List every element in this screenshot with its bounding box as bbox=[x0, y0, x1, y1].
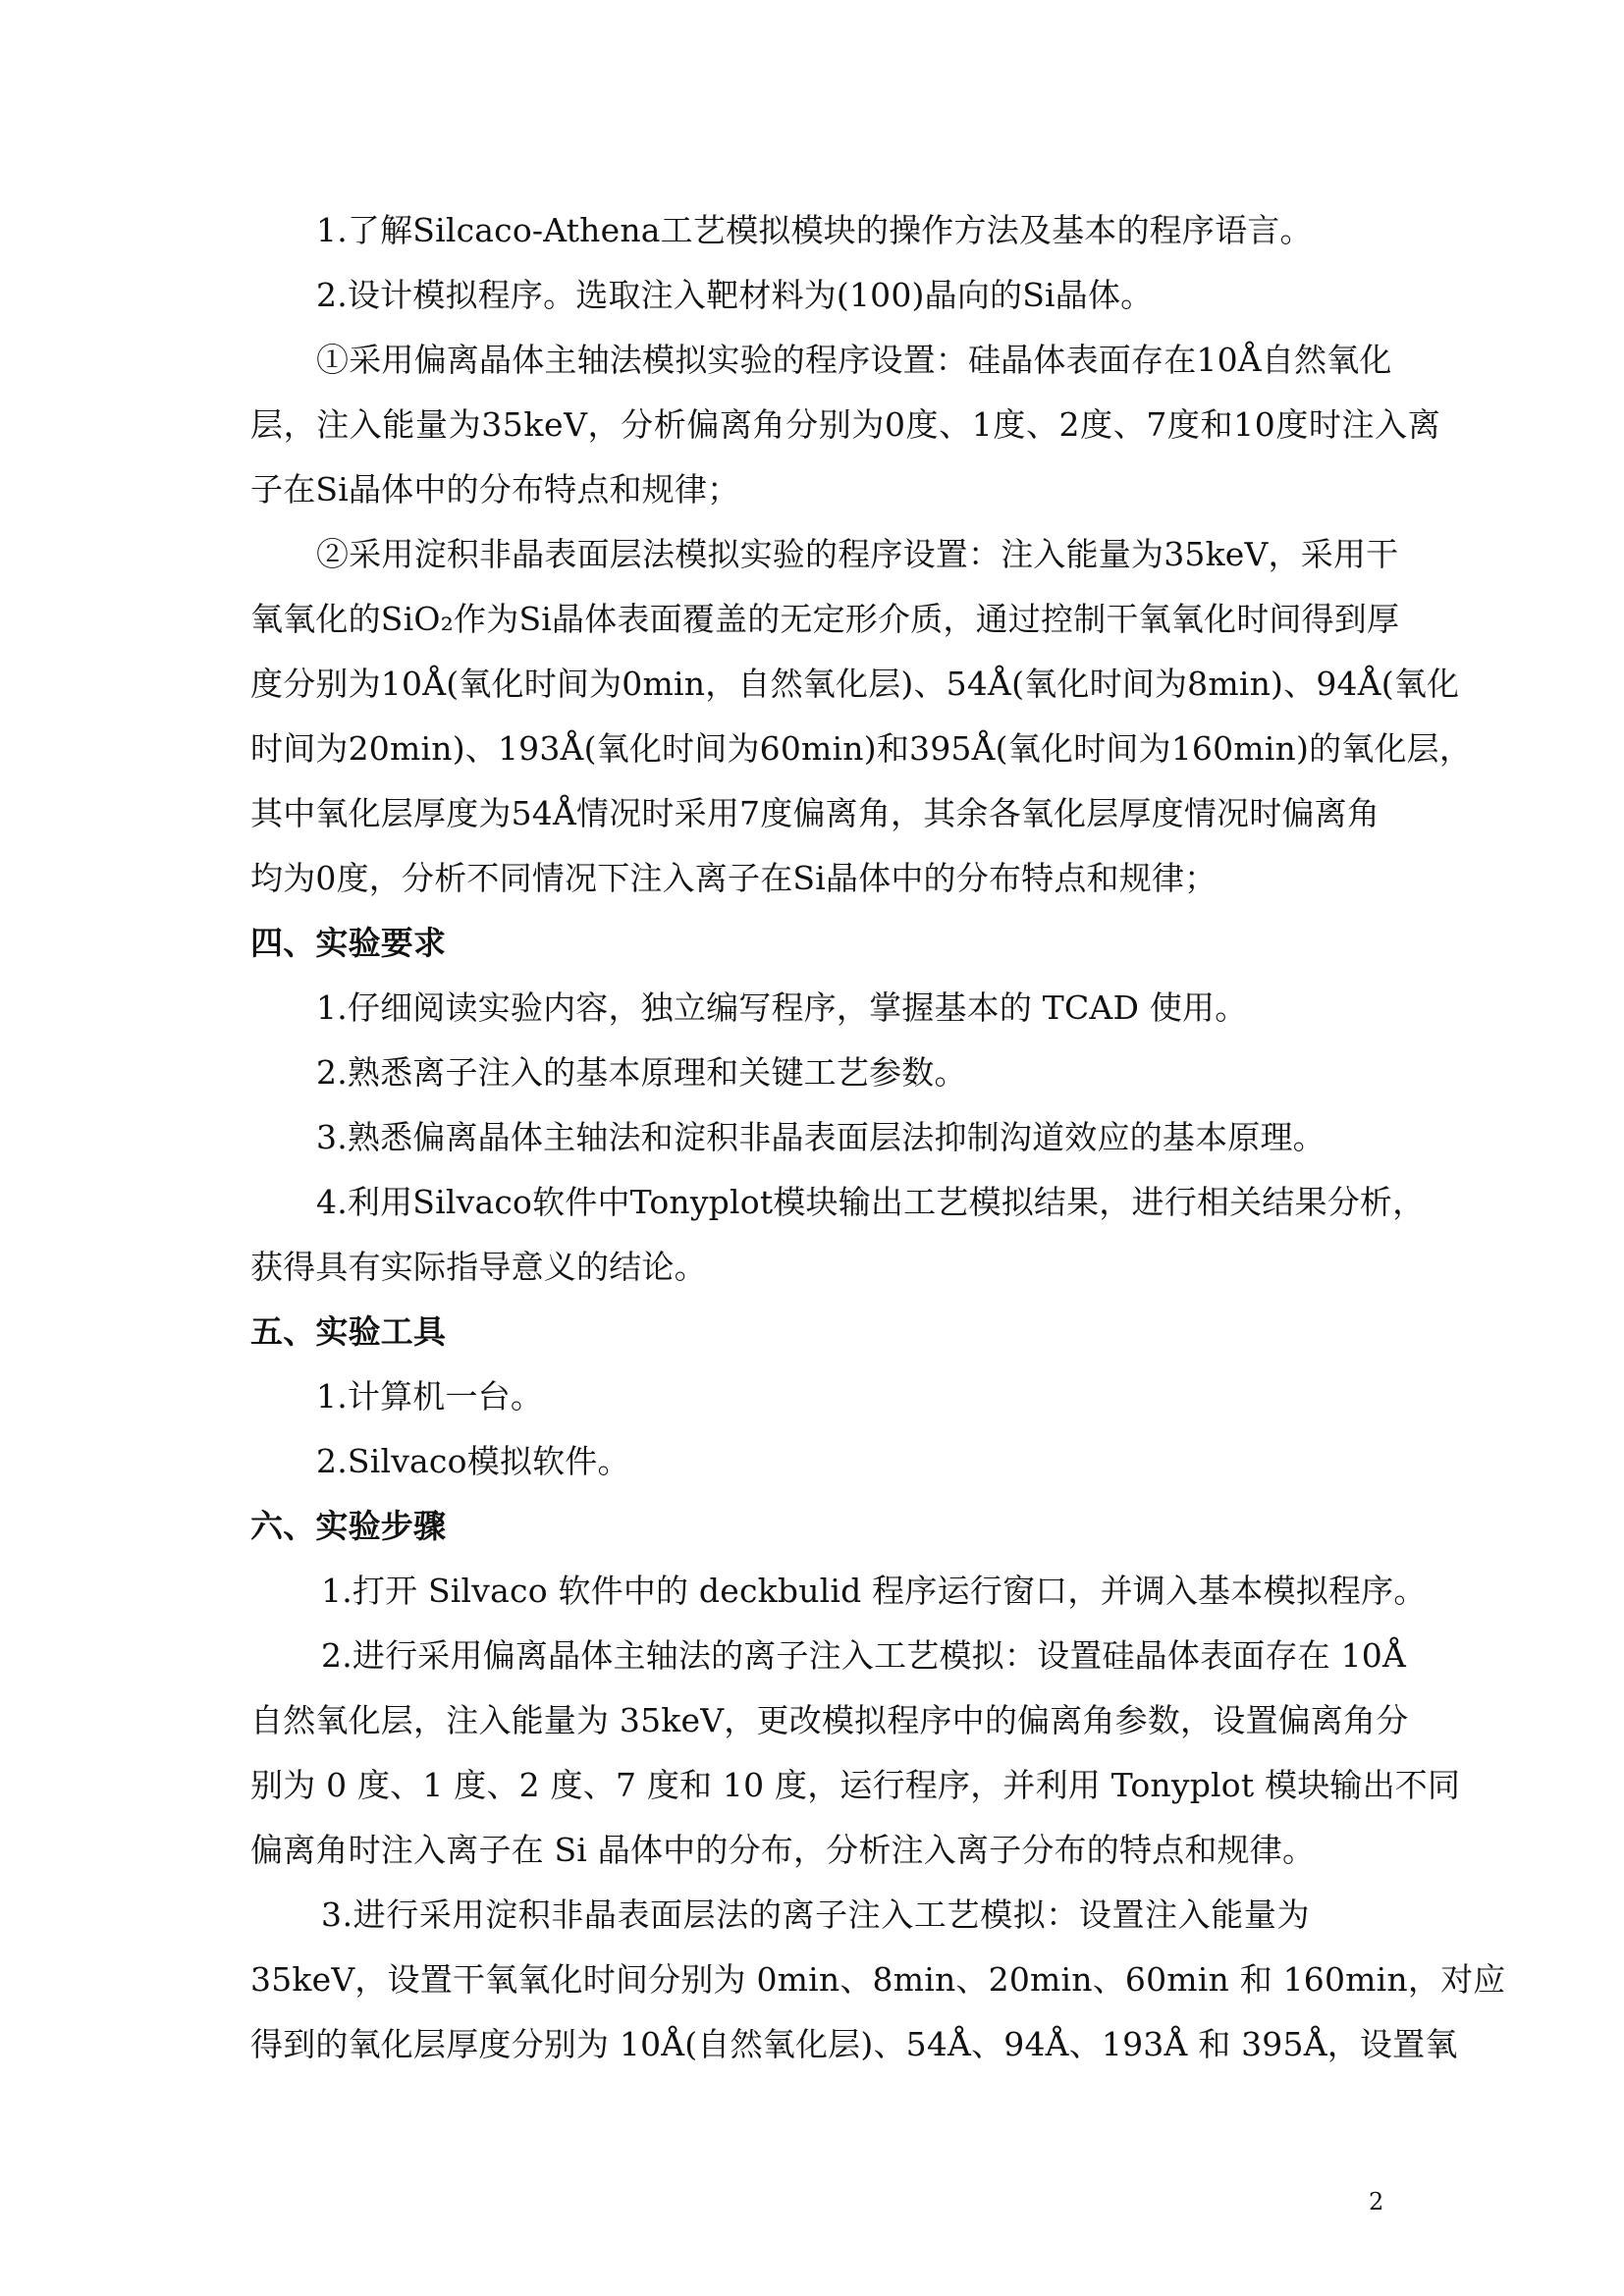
step-1: 1.打开 Silvaco 软件中的 deckbulid 程序运行窗口，并调入基本模拟程序。 bbox=[321, 1572, 1427, 1610]
objective-item-1: 1.了解Silcaco-Athena工艺模拟模块的操作方法及基本的程序语言。 bbox=[316, 211, 1313, 249]
tool-item-1: 1.计算机一台。 bbox=[316, 1377, 544, 1415]
tool-item-2: 2.Silvaco模拟软件。 bbox=[316, 1442, 630, 1480]
requirement-item-4-line-1: 4.利用Silvaco软件中Tonyplot模块输出工艺模拟结果，进行相关结果分析， bbox=[316, 1183, 1426, 1221]
step-3-line-1: 3.进行采用淀积非晶表面层法的离子注入工艺模拟：设置注入能量为 bbox=[321, 1896, 1311, 1934]
sub-item-1-line-1: ①采用偏离晶体主轴法模拟实验的程序设置：硅晶体表面存在10Å自然氧化 bbox=[316, 341, 1392, 379]
sub-item-2-line-6: 均为0度，分析不同情况下注入离子在Si晶体中的分布特点和规律； bbox=[250, 859, 1218, 897]
section-heading-requirements: 四、实验要求 bbox=[250, 924, 447, 962]
section-heading-steps: 六、实验步骤 bbox=[250, 1507, 447, 1545]
step-3-line-2: 35keV，设置干氧氧化时间分别为 0min、8min、20min、60min 和 160min，对应 bbox=[250, 1960, 1506, 1999]
step-3-line-3: 得到的氧化层厚度分别为 10Å(自然氧化层)、54Å、94Å、193Å 和 395Å，设置氧 bbox=[250, 2025, 1458, 2063]
requirement-item-1: 1.仔细阅读实验内容，独立编写程序，掌握基本的 TCAD 使用。 bbox=[316, 988, 1248, 1027]
step-2-line-4: 偏离角时注入离子在 Si 晶体中的分布，分析注入离子分布的特点和规律。 bbox=[250, 1831, 1316, 1869]
page-number: 2 bbox=[1369, 2188, 1384, 2216]
sub-item-2-line-2: 氧氧化的SiO₂作为Si晶体表面覆盖的无定形介质，通过控制干氧氧化时间得到厚 bbox=[250, 600, 1400, 638]
sub-item-2-line-3: 度分别为10Å(氧化时间为0min，自然氧化层)、54Å(氧化时间为8min)、94Å(氧化 bbox=[250, 665, 1460, 703]
requirement-item-4-line-2: 获得具有实际指导意义的结论。 bbox=[250, 1248, 707, 1286]
sub-item-1-line-2: 层，注入能量为35keV，分析偏离角分别为0度、1度、2度、7度和10度时注入离 bbox=[250, 405, 1441, 444]
sub-item-2-line-1: ②采用淀积非晶表面层法模拟实验的程序设置：注入能量为35keV，采用干 bbox=[316, 535, 1399, 573]
step-2-line-3: 别为 0 度、1 度、2 度、7 度和 10 度，运行程序，并利用 Tonyplot 模块输出不同 bbox=[250, 1766, 1461, 1804]
objective-item-2: 2.设计模拟程序。选取注入靶材料为(100)晶向的Si晶体。 bbox=[316, 276, 1154, 314]
requirement-item-3: 3.熟悉偏离晶体主轴法和淀积非晶表面层法抑制沟道效应的基本原理。 bbox=[316, 1118, 1326, 1156]
requirement-item-2: 2.熟悉离子注入的基本原理和关键工艺参数。 bbox=[316, 1053, 967, 1092]
sub-item-2-line-5: 其中氧化层厚度为54Å情况时采用7度偏离角，其余各氧化层厚度情况时偏离角 bbox=[250, 794, 1380, 832]
step-2-line-1: 2.进行采用偏离晶体主轴法的离子注入工艺模拟：设置硅晶体表面存在 10Å bbox=[321, 1636, 1406, 1675]
step-2-line-2: 自然氧化层，注入能量为 35keV，更改模拟程序中的偏离角参数，设置偏离角分 bbox=[250, 1701, 1409, 1739]
section-heading-tools: 五、实验工具 bbox=[250, 1312, 447, 1351]
sub-item-2-line-4: 时间为20min)、193Å(氧化时间为60min)和395Å(氧化时间为160min)的氧化层， bbox=[250, 729, 1473, 768]
sub-item-1-line-3: 子在Si晶体中的分布特点和规律； bbox=[250, 470, 740, 508]
